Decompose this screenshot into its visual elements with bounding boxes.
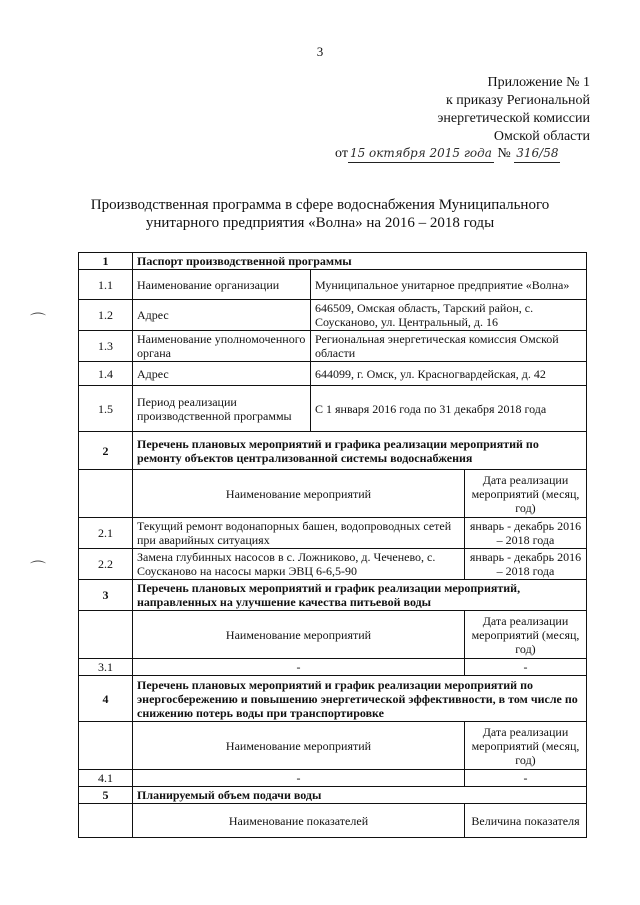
table-row [79,362,587,386]
table-row [79,253,587,270]
row-value: Региональная энергетическая комиссия Омской области [311,331,587,362]
section-number: 5 [79,787,133,804]
section-number: 3 [79,580,133,611]
table-row [79,770,587,787]
section-title: Перечень плановых мероприятий и график реализации мероприятий по энергосбережению и повышению энергетической эффективности, в том числе по снижению потерь воды при транспортировке [133,676,587,722]
table-row [79,518,587,549]
column-header-name: Наименование мероприятий [133,611,465,659]
row-value: 644099, г. Омск, ул. Красногвардейская, д. 42 [311,362,587,386]
section-number: 2 [79,432,133,470]
order-number-handwritten: 316/58 [516,146,559,160]
row-number: 1.3 [79,331,133,362]
activity-date: - [465,659,587,676]
empty-cell [79,611,133,659]
activity-name: - [133,659,465,676]
order-number-label: № [497,146,511,161]
row-number: 1.2 [79,300,133,331]
appendix-line-2: к приказу Региональной [445,93,590,108]
table-row [79,580,587,611]
row-value: С 1 января 2016 года по 31 декабря 2018 года [311,386,587,432]
column-header-name: Наименование мероприятий [133,722,465,770]
row-number: 1.1 [79,270,133,300]
table-row [79,331,587,362]
section-title: Перечень плановых мероприятий и график реализации мероприятий, направленных на улучшение качества питьевой воды [133,580,587,611]
row-label: Адрес [133,300,311,331]
row-number: 2.1 [79,518,133,549]
row-label: Наименование уполномоченного органа [133,331,311,362]
table-row [79,470,587,518]
appendix-header [437,74,590,146]
section-number: 1 [79,253,133,270]
row-number: 4.1 [79,770,133,787]
table-row [79,787,587,804]
empty-cell [79,722,133,770]
table-row [79,676,587,722]
column-header-indicator: Наименование показателей [133,804,465,838]
order-reference [335,146,560,163]
table-row [79,659,587,676]
table-row [79,611,587,659]
activity-name: - [133,770,465,787]
row-number: 2.2 [79,549,133,580]
section-title: Паспорт производственной программы [133,253,587,270]
row-number: 1.4 [79,362,133,386]
row-number: 1.5 [79,386,133,432]
row-label: Адрес [133,362,311,386]
row-number: 3.1 [79,659,133,676]
margin-mark: ⌒ [30,313,47,330]
activity-name: Текущий ремонт водонапорных башен, водопроводных сетей при аварийных ситуациях [133,518,465,549]
document-title-line-2: унитарного предприятия «Волна» на 2016 – 2018 годы [145,215,495,231]
column-header-date: Дата реализации мероприятий (месяц, год) [465,611,587,659]
appendix-line-1: Приложение № 1 [487,75,590,90]
program-table [78,252,587,838]
empty-cell [79,804,133,838]
activity-date: январь - декабрь 2016 – 2018 года [465,549,587,580]
activity-date: январь - декабрь 2016 – 2018 года [465,518,587,549]
row-label: Период реализации производственной программы [133,386,311,432]
table-row [79,804,587,838]
table-row [79,722,587,770]
appendix-line-4: Омской области [493,129,590,144]
row-label: Наименование организации [133,270,311,300]
margin-mark: ⌒ [30,561,47,578]
section-number: 4 [79,676,133,722]
activity-name: Замена глубинных насосов в с. Ложниково, д. Чеченево, с. Соусканово на насосы марки ЭВЦ 6-6,5-90 [133,549,465,580]
page-number: 3 [316,44,324,59]
order-date-handwritten: 15 октября 2015 года [349,146,492,160]
order-from-label: от [335,146,348,161]
column-header-date: Дата реализации мероприятий (месяц, год) [465,722,587,770]
table-row [79,300,587,331]
appendix-line-3: энергетической комиссии [437,111,590,126]
column-header-name: Наименование мероприятий [133,470,465,518]
row-value: 646509, Омская область, Тарский район, с. Соусканово, ул. Центральный, д. 16 [311,300,587,331]
document-title-line-1: Производственная программа в сфере водоснабжения Муниципального [90,197,550,213]
table-row [79,270,587,300]
empty-cell [79,470,133,518]
column-header-value: Величина показателя [465,804,587,838]
column-header-date: Дата реализации мероприятий (месяц, год) [465,470,587,518]
table-row [79,386,587,432]
table-row [79,432,587,470]
document-title [0,196,640,232]
section-title: Перечень плановых мероприятий и графика реализации мероприятий по ремонту объектов централизованной системы водоснабжения [133,432,587,470]
section-title: Планируемый объем подачи воды [133,787,587,804]
activity-date: - [465,770,587,787]
row-value: Муниципальное унитарное предприятие «Волна» [311,270,587,300]
table-row [79,549,587,580]
